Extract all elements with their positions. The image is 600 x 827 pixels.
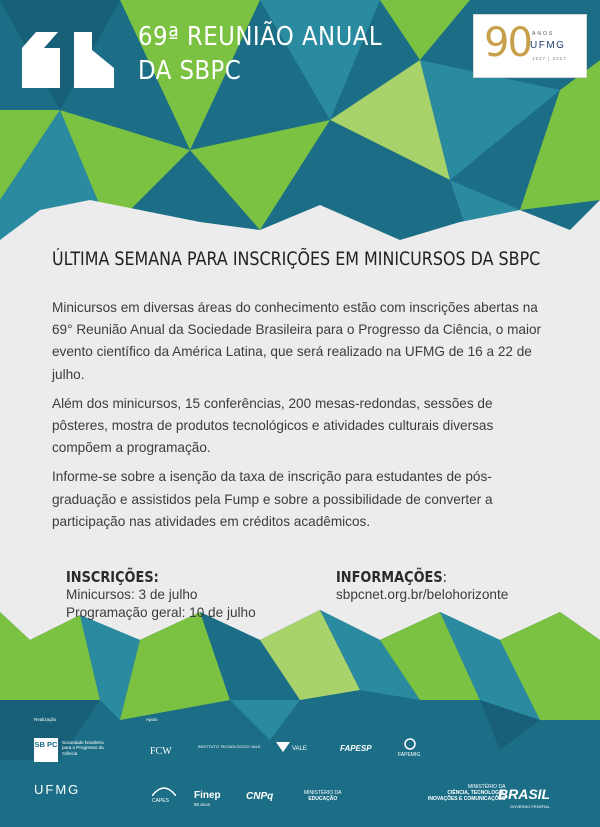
information-url[interactable]: sbpcnet.org.br/belohorizonte bbox=[336, 587, 509, 602]
badge-years: 1927 | 2017 bbox=[532, 56, 567, 61]
itv-logo: INSTITUTO TECNOLÓGICO VALE bbox=[198, 744, 261, 749]
mec-line-1: MINISTÉRIO DA bbox=[304, 790, 342, 796]
badge-anos: ANOS bbox=[532, 31, 555, 37]
body-paragraph-1: Minicursos em diversas áreas do conhecimento estão com inscrições abertas na 69° Reunião Anual da Sociedade Brasileira para o Progresso da Ciência, o maior evento científico da América Latina, que será realizado na UFMG de 16 a 22 de julho. bbox=[52, 300, 542, 382]
information-title-colon: : bbox=[442, 568, 448, 586]
event-title bbox=[138, 20, 382, 88]
information-title bbox=[336, 568, 484, 586]
mec-logo bbox=[304, 790, 342, 802]
brasil-subtitle: GOVERNO FEDERAL bbox=[510, 804, 551, 809]
registrations-title: INSCRIÇÕES: bbox=[66, 568, 159, 586]
fcw-logo: FCW bbox=[150, 746, 172, 757]
badge-number: 90 bbox=[484, 20, 531, 66]
vale-icon bbox=[276, 742, 290, 752]
sbpc-description: Sociedade brasileira para o Progresso da Ciência bbox=[62, 740, 104, 756]
information-title-text: INFORMAÇÕES bbox=[336, 568, 443, 586]
body-text bbox=[52, 297, 552, 540]
registrations-line-1: Minicursos: 3 de julho bbox=[66, 587, 198, 602]
mctic-line-2: CIÊNCIA, TECNOLOGIA, bbox=[447, 790, 506, 796]
ufmg-logo: UFMG bbox=[34, 782, 81, 797]
fapemig-logo: FAPEMIG bbox=[398, 752, 421, 758]
mec-line-2: EDUCAÇÃO bbox=[308, 796, 338, 802]
capes-logo: CAPES bbox=[152, 798, 169, 804]
mctic-logo bbox=[428, 784, 505, 802]
fapesp-logo: FAPESP bbox=[340, 744, 372, 753]
cnpq-logo: CNPq bbox=[246, 791, 274, 802]
ufmg-90-years-badge bbox=[473, 14, 587, 78]
body-paragraph-3: Informe-se sobre a isenção da taxa de inscrição para estudantes de pós-graduação e assistidos pela Fump e sobre a possibilidade de converter a participação nas atividades em créditos acadêmicos. bbox=[52, 469, 493, 529]
event-title-line1: 69ª REUNIÃO ANUAL bbox=[138, 22, 383, 52]
vale-logo: VALE bbox=[292, 746, 307, 752]
body-paragraph-2: Além dos minicursos, 15 conferências, 200 mesas-redondas, sessões de pôsteres, mostra de produtos tecnológicos e atividades culturais diversas compõem a programação. bbox=[52, 395, 494, 456]
event-title-line2: DA SBPC bbox=[138, 56, 242, 86]
information-block bbox=[336, 568, 508, 604]
finep-subtitle: 50 anos bbox=[194, 802, 211, 807]
sbpc-logo: SB PC bbox=[34, 738, 58, 762]
realizacao-label: Realização bbox=[34, 717, 57, 722]
mctic-line-1: MINISTÉRIO DA bbox=[467, 784, 506, 790]
finep-logo: Finep bbox=[194, 790, 221, 801]
capes-icon bbox=[152, 786, 176, 796]
apoio-label: Apoio bbox=[146, 717, 158, 722]
brasil-logo: BRASIL bbox=[498, 786, 551, 802]
quote-icon bbox=[22, 28, 132, 90]
badge-name: UFMG bbox=[530, 40, 566, 51]
mctic-line-3: INOVAÇÕES E COMUNICAÇÕES bbox=[428, 796, 506, 802]
headline: ÚLTIMA SEMANA PARA INSCRIÇÕES EM MINICURSOS DA SBPC bbox=[52, 249, 541, 270]
registrations-block bbox=[66, 568, 256, 622]
registrations-line-2: Programação geral: 10 de julho bbox=[66, 605, 256, 620]
fapemig-icon bbox=[404, 738, 416, 750]
